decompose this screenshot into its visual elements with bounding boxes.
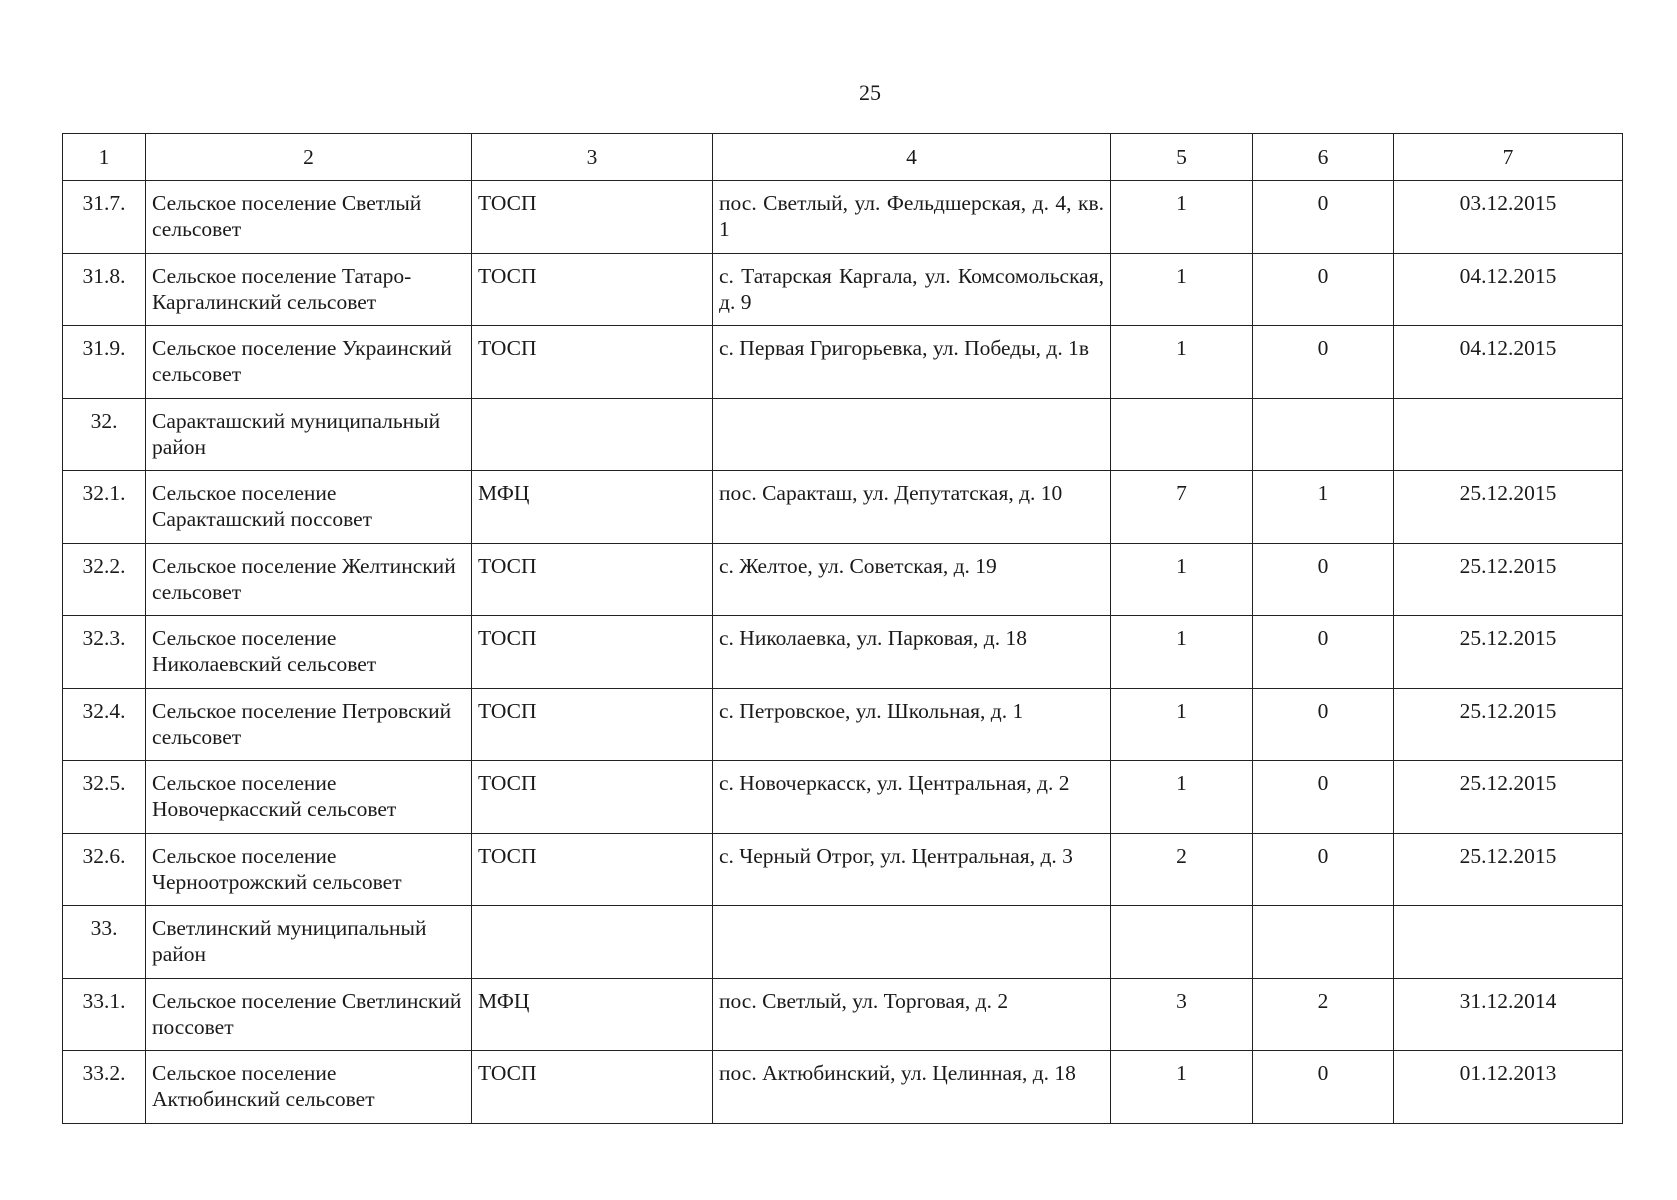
date-cell: 25.12.2015 [1394, 543, 1623, 616]
table-row [63, 688, 1623, 761]
column-header: 2 [146, 134, 472, 181]
settlement-name-cell: Сельское поселение Светлый сельсовет [146, 181, 472, 254]
settlement-name-cell: Саракташский муниципальный район [146, 398, 472, 471]
column-6-cell [1253, 398, 1394, 471]
address-cell: с. Татарская Каргала, ул. Комсомольская, д. 9 [713, 253, 1111, 326]
address-cell: пос. Светлый, ул. Торговая, д. 2 [713, 978, 1111, 1051]
column-6-cell: 0 [1253, 326, 1394, 399]
column-6-cell: 0 [1253, 543, 1394, 616]
settlement-name-cell: Сельское поселение Саракташский поссовет [146, 471, 472, 544]
date-cell: 03.12.2015 [1394, 181, 1623, 254]
address-cell: пос. Светлый, ул. Фельдшерская, д. 4, кв. 1 [713, 181, 1111, 254]
column-6-cell: 2 [1253, 978, 1394, 1051]
date-cell: 25.12.2015 [1394, 471, 1623, 544]
column-6-cell: 0 [1253, 181, 1394, 254]
date-cell [1394, 906, 1623, 979]
column-6-cell: 0 [1253, 833, 1394, 906]
row-number-cell: 32.6. [63, 833, 146, 906]
address-cell: с. Николаевка, ул. Парковая, д. 18 [713, 616, 1111, 689]
settlement-name-cell: Сельское поселение Желтинский сельсовет [146, 543, 472, 616]
date-cell: 25.12.2015 [1394, 833, 1623, 906]
column-5-cell [1111, 398, 1253, 471]
column-6-cell: 0 [1253, 1051, 1394, 1124]
table-header-row [63, 134, 1623, 181]
settlement-name-cell: Сельское поселение Новочеркасский сельсовет [146, 761, 472, 834]
office-type-cell: ТОСП [472, 326, 713, 399]
column-5-cell: 3 [1111, 978, 1253, 1051]
column-5-cell: 7 [1111, 471, 1253, 544]
office-type-cell [472, 398, 713, 471]
settlement-name-cell: Светлинский муниципальный район [146, 906, 472, 979]
table-body [63, 134, 1623, 1124]
table-row [63, 833, 1623, 906]
row-number-cell: 31.7. [63, 181, 146, 254]
table-row [63, 326, 1623, 399]
column-5-cell: 1 [1111, 543, 1253, 616]
column-5-cell [1111, 906, 1253, 979]
column-6-cell: 0 [1253, 688, 1394, 761]
column-header: 4 [713, 134, 1111, 181]
column-6-cell: 1 [1253, 471, 1394, 544]
office-type-cell: МФЦ [472, 471, 713, 544]
settlement-name-cell: Сельское поселение Украинский сельсовет [146, 326, 472, 399]
address-cell [713, 906, 1111, 979]
address-cell: пос. Актюбинский, ул. Целинная, д. 18 [713, 1051, 1111, 1124]
page-number: 25 [859, 80, 881, 105]
column-5-cell: 1 [1111, 1051, 1253, 1124]
column-header: 3 [472, 134, 713, 181]
column-5-cell: 1 [1111, 253, 1253, 326]
settlement-name-cell: Сельское поселение Актюбинский сельсовет [146, 1051, 472, 1124]
office-type-cell: ТОСП [472, 1051, 713, 1124]
date-cell: 31.12.2014 [1394, 978, 1623, 1051]
table-row [63, 616, 1623, 689]
office-type-cell: ТОСП [472, 688, 713, 761]
settlement-name-cell: Сельское поселение Татаро-Каргалинский сельсовет [146, 253, 472, 326]
office-type-cell [472, 906, 713, 979]
table-row [63, 978, 1623, 1051]
column-header: 6 [1253, 134, 1394, 181]
settlement-name-cell: Сельское поселение Светлинский поссовет [146, 978, 472, 1051]
column-header: 7 [1394, 134, 1623, 181]
table-row [63, 253, 1623, 326]
settlement-name-cell: Сельское поселение Николаевский сельсовет [146, 616, 472, 689]
settlement-name-cell: Сельское поселение Петровский сельсовет [146, 688, 472, 761]
row-number-cell: 31.9. [63, 326, 146, 399]
office-type-cell: МФЦ [472, 978, 713, 1051]
date-cell [1394, 398, 1623, 471]
office-type-cell: ТОСП [472, 253, 713, 326]
office-type-cell: ТОСП [472, 761, 713, 834]
office-type-cell: ТОСП [472, 543, 713, 616]
table-row [63, 471, 1623, 544]
date-cell: 25.12.2015 [1394, 616, 1623, 689]
date-cell: 01.12.2013 [1394, 1051, 1623, 1124]
row-number-cell: 32.4. [63, 688, 146, 761]
row-number-cell: 33.2. [63, 1051, 146, 1124]
address-cell: с. Новочеркасск, ул. Центральная, д. 2 [713, 761, 1111, 834]
column-header: 1 [63, 134, 146, 181]
column-5-cell: 2 [1111, 833, 1253, 906]
column-5-cell: 1 [1111, 761, 1253, 834]
row-number-cell: 33.1. [63, 978, 146, 1051]
table-row [63, 1051, 1623, 1124]
address-cell: с. Черный Отрог, ул. Центральная, д. 3 [713, 833, 1111, 906]
office-type-cell: ТОСП [472, 181, 713, 254]
table-row [63, 906, 1623, 979]
row-number-cell: 33. [63, 906, 146, 979]
row-number-cell: 32.1. [63, 471, 146, 544]
column-5-cell: 1 [1111, 181, 1253, 254]
column-6-cell: 0 [1253, 253, 1394, 326]
address-cell: пос. Саракташ, ул. Депутатская, д. 10 [713, 471, 1111, 544]
column-5-cell: 1 [1111, 616, 1253, 689]
address-cell: с. Петровское, ул. Школьная, д. 1 [713, 688, 1111, 761]
column-6-cell: 0 [1253, 761, 1394, 834]
address-cell [713, 398, 1111, 471]
row-number-cell: 32. [63, 398, 146, 471]
date-cell: 04.12.2015 [1394, 326, 1623, 399]
address-cell: с. Первая Григорьевка, ул. Победы, д. 1в [713, 326, 1111, 399]
row-number-cell: 32.3. [63, 616, 146, 689]
row-number-cell: 31.8. [63, 253, 146, 326]
row-number-cell: 32.5. [63, 761, 146, 834]
data-table [62, 133, 1623, 1124]
date-cell: 25.12.2015 [1394, 688, 1623, 761]
address-cell: с. Желтое, ул. Советская, д. 19 [713, 543, 1111, 616]
column-5-cell: 1 [1111, 688, 1253, 761]
column-5-cell: 1 [1111, 326, 1253, 399]
row-number-cell: 32.2. [63, 543, 146, 616]
column-6-cell [1253, 906, 1394, 979]
table-row [63, 181, 1623, 254]
office-type-cell: ТОСП [472, 833, 713, 906]
date-cell: 25.12.2015 [1394, 761, 1623, 834]
column-6-cell: 0 [1253, 616, 1394, 689]
table-row [63, 543, 1623, 616]
settlement-name-cell: Сельское поселение Черноотрожский сельсовет [146, 833, 472, 906]
column-header: 5 [1111, 134, 1253, 181]
table-row [63, 761, 1623, 834]
table-row [63, 398, 1623, 471]
date-cell: 04.12.2015 [1394, 253, 1623, 326]
office-type-cell: ТОСП [472, 616, 713, 689]
